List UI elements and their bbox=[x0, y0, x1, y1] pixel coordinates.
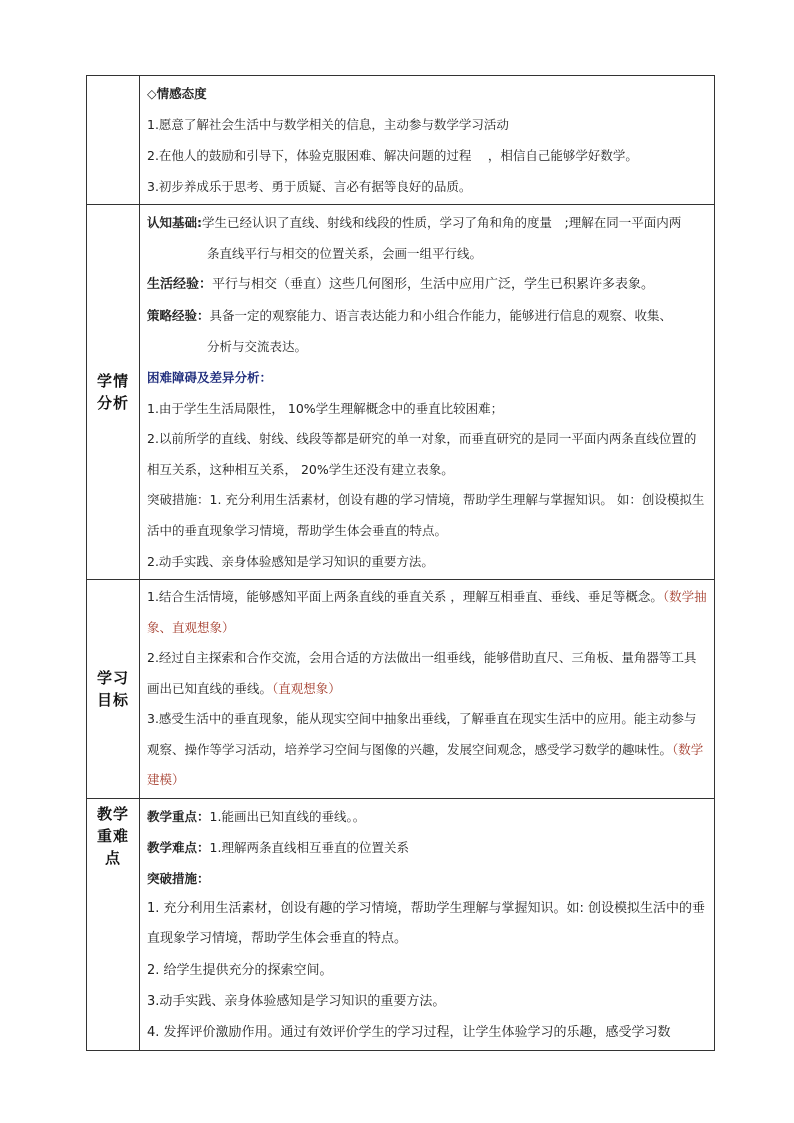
goals-row bbox=[87, 580, 715, 799]
focus-content-cell bbox=[140, 798, 715, 1050]
breakthrough-item-1: 1. 充分利用生活素材，创设有趣的学习情境，帮助学生理解与掌握知识。如: 创设模拟生活中的垂直现象学习情境，帮助学生体会垂直的特点。 bbox=[147, 900, 706, 946]
cognitive-label: 认知基础: bbox=[147, 215, 202, 230]
goal-3-tag: （数学建模） bbox=[147, 741, 704, 787]
goals-label-cell bbox=[87, 580, 140, 799]
cognitive-text-1: 学生已经认识了直线、射线和线段的性质，学习了角和角的度量 ;理解在同一平面内两 bbox=[202, 215, 682, 230]
goal-3-text: 3.感受生活中的垂直现象，能从现实空间中抽象出垂线，了解垂直在现实生活中的应用。能主动参与观察、操作等学习活动，培养学习空间与图像的兴趣，发展空间观念，感受学习数学的趣味性。 bbox=[147, 711, 697, 757]
goal-3 bbox=[147, 704, 708, 796]
goal-2 bbox=[147, 643, 708, 704]
measure-item-1: 突破措施：1. 充分利用生活素材，创设有趣的学习情境，帮助学生理解与掌握知识。 如：创设模拟生活中的垂直现象学习情境，帮助学生体会垂直的特点。 bbox=[147, 492, 705, 538]
attitude-label-cell bbox=[87, 76, 140, 205]
breakthrough-label: 突破措施： bbox=[147, 870, 210, 886]
strategy-text-2: 分析与交流表达。 bbox=[207, 339, 308, 354]
breakthrough-item-2: 2. 给学生提供充分的探索空间。 bbox=[147, 962, 333, 978]
difficulty-item-2: 2.以前所学的直线、射线、线段等都是研究的单一对象，而垂直研究的是同一平面内两条直线位置的相互关系，这种相互关系， 20%学生还没有建立表象。 bbox=[147, 431, 697, 477]
difficulty-heading: 困难障碍及差异分析： bbox=[147, 370, 273, 385]
life-text: 平行与相交（垂直）这些几何图形，生活中应用广泛，学生已积累许多表象。 bbox=[212, 277, 655, 292]
goal-1-text: 1.结合生活情境，能够感知平面上两条直线的垂直关系 ，理解互相垂直、垂线、垂足等概念。 bbox=[147, 589, 663, 604]
situation-row bbox=[87, 205, 715, 580]
lesson-plan-table bbox=[86, 75, 715, 1051]
situation-label: 学情分析 bbox=[97, 372, 130, 412]
life-label: 生活经验： bbox=[147, 277, 213, 292]
goal-1 bbox=[147, 582, 708, 643]
key-text: 1.能画出已知直线的垂线。。 bbox=[209, 808, 366, 824]
goal-2-tag: （直观想象） bbox=[272, 680, 341, 696]
attitude-item-1: 1.愿意了解社会生活中与数学相关的信息，主动参与数学学习活动 bbox=[147, 117, 509, 132]
cognitive-text-2: 条直线平行与相交的位置关系，会画一组平行线。 bbox=[207, 246, 483, 261]
breakthrough-item-3: 3.动手实践、亲身体验感知是学习知识的重要方法。 bbox=[147, 993, 446, 1009]
difficulty-item-1: 1.由于学生生活局限性， 10%学生理解概念中的垂直比较困难； bbox=[147, 401, 504, 416]
hard-label: 教学难点： bbox=[147, 839, 210, 855]
goal-2-text: 2.经过自主探索和合作交流，会用合适的方法做出一组垂线，能够借助直尺、三角板、量角器等工具画出已知直线的垂线。 bbox=[147, 650, 697, 696]
focus-label: 教学重难点 bbox=[97, 804, 130, 867]
focus-row bbox=[87, 798, 715, 1050]
attitude-item-3: 3.初步养成乐于思考、勇于质疑、言必有据等良好的品质。 bbox=[147, 179, 472, 194]
focus-label-cell bbox=[87, 798, 140, 1050]
attitude-heading: ◇情感态度 bbox=[147, 86, 207, 101]
goals-content-cell bbox=[140, 580, 715, 799]
attitude-row bbox=[87, 76, 715, 205]
goal-1-tag: （数学抽象、直观想象） bbox=[147, 589, 707, 635]
measure-item-2: 2.动手实践、亲身体验感知是学习知识的重要方法。 bbox=[147, 554, 434, 569]
hard-text: 1.理解两条直线相互垂直的位置关系 bbox=[209, 839, 409, 855]
situation-label-cell bbox=[87, 205, 140, 580]
breakthrough-item-4: 4. 发挥评价激励作用。通过有效评价学生的学习过程，让学生体验学习的乐趣，感受学习数 bbox=[147, 1024, 671, 1040]
situation-content-cell bbox=[140, 205, 715, 580]
attitude-item-2: 2.在他人的鼓励和引导下，体验克服困难、解决问题的过程 ，相信自己能够学好数学。 bbox=[147, 148, 638, 163]
key-label: 教学重点： bbox=[147, 808, 210, 824]
strategy-label: 策略经验： bbox=[147, 308, 210, 323]
attitude-content-cell bbox=[140, 76, 715, 205]
strategy-text-1: 具备一定的观察能力、语言表达能力和小组合作能力，能够进行信息的观察、收集、 bbox=[209, 308, 673, 323]
goals-label: 学习目标 bbox=[97, 668, 130, 709]
